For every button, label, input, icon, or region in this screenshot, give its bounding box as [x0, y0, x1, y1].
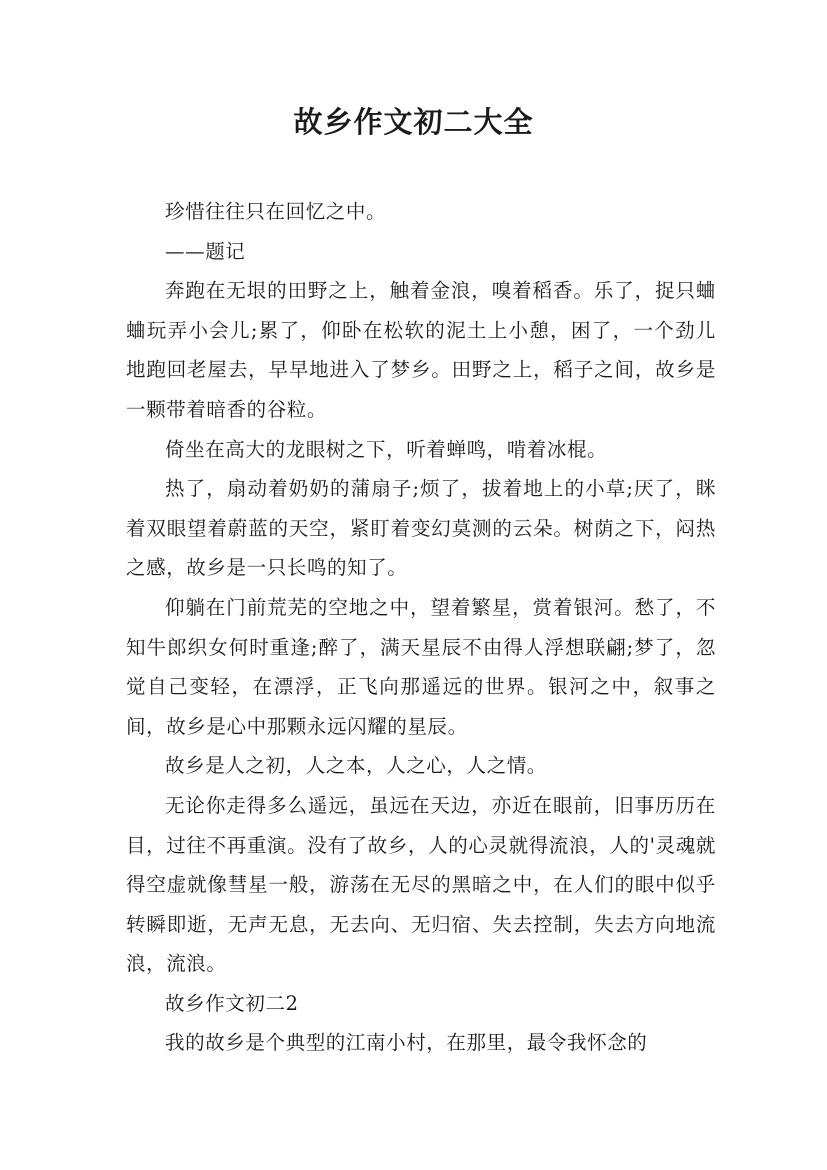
- paragraph: 热了，扇动着奶奶的蒲扇子;烦了，拔着地上的小草;厌了，眯着双眼望着蔚蓝的天空，紧盯着变幻莫测的云朵。树荫之下，闷热之感，故乡是一只长鸣的知了。: [126, 477, 716, 580]
- paragraph: 我的故乡是个典型的江南小村，在那里，最令我怀念的: [165, 1031, 648, 1055]
- paragraph: 奔跑在无垠的田野之上，触着金浪，嗅着稻香。乐了，捉只蛐蛐玩弄小会儿;累了，仰卧在松软的泥土上小憩，困了，一个劲儿地跑回老屋去，早早地进入了梦乡。田野之上，稻子之间，故乡是一颗带着暗香的谷粒。: [126, 279, 716, 421]
- paragraph: 珍惜往往只在回忆之中。: [165, 200, 387, 223]
- paragraph: 无论你走得多么遥远，虽远在天边，亦近在眼前，旧事历历在目，过往不再重演。没有了故乡，人的心灵就得流浪，人的'灵魂就得空虚就像彗星一般，游荡在无尽的黑暗之中，在人们的眼中似乎转瞬即逝，无声无息，无去向、无归宿、失去控制，失去方向地流浪，流浪。: [126, 793, 716, 976]
- paragraph: 故乡是人之初，人之本，人之心，人之情。: [165, 754, 547, 778]
- document-title: 故乡作文初二大全: [293, 105, 534, 139]
- section-heading: 故乡作文初二2: [165, 991, 299, 1015]
- document-body: [126, 192, 716, 1063]
- paragraph: ——题记: [165, 239, 246, 263]
- paragraph: 倚坐在高大的龙眼树之下，听着蝉鸣，啃着冰棍。: [165, 437, 608, 461]
- paragraph: 仰躺在门前荒芜的空地之中，望着繁星，赏着银河。愁了，不知牛郎织女何时重逢;醉了，满天星辰不由得人浮想联翩;梦了，忽觉自己变轻，在漂浮，正飞向那遥远的世界。银河之中，叙事之间，故乡是心中那颗永远闪耀的星辰。: [126, 595, 716, 738]
